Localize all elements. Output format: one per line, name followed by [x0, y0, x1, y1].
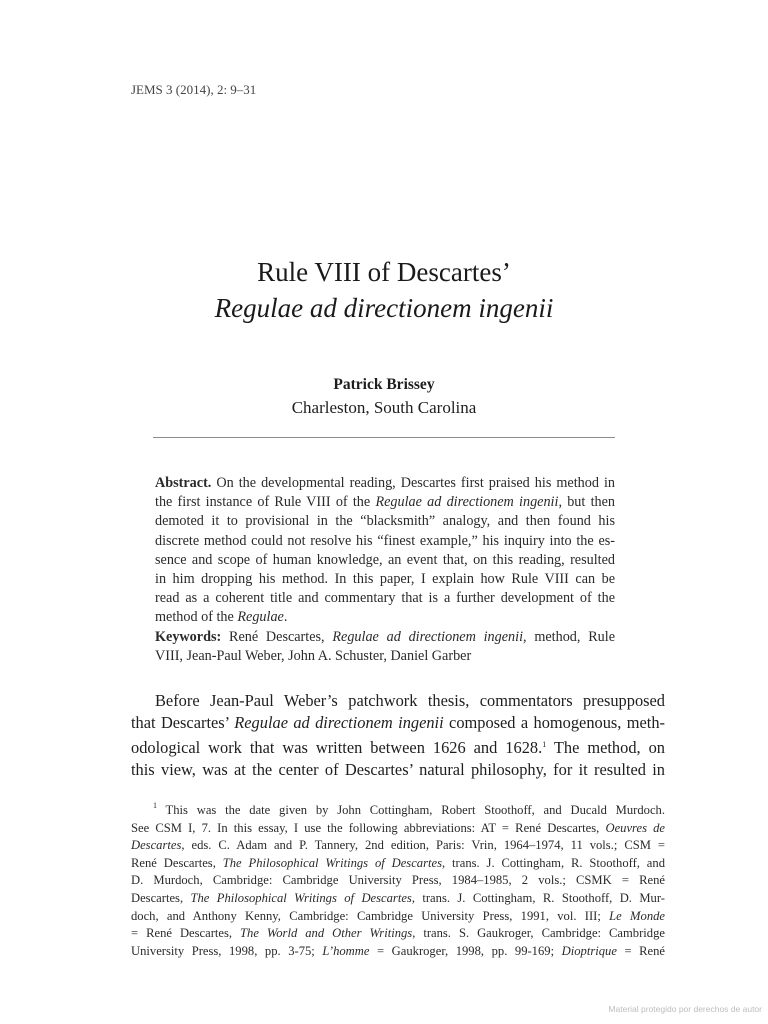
- title-divider: [153, 437, 615, 438]
- footnote-line: = René Descartes, The World and Other Writings, trans. S. Gaukroger, Cambridge: Cambridge: [131, 926, 665, 941]
- footnote-line: Descartes, eds. C. Adam and P. Tannery, 2nd edition, Paris: Vrin, 1964–1974, 11 vols.; CSM =: [131, 838, 665, 853]
- abstract-line: discrete method could not resolve his “finest example,” his inquiry into the es-: [155, 532, 615, 549]
- footnote: [131, 797, 665, 960]
- abstract-line: method of the Regulae.: [155, 609, 288, 626]
- keywords-line: Keywords: René Descartes, Regulae ad directionem ingenii, method, Rule: [155, 628, 616, 645]
- footnote-line: Descartes, The Philosophical Writings of Descartes, trans. J. Cottingham, R. Stoothoff, D. Mur-: [131, 890, 665, 905]
- abstract-line: Abstract. On the developmental reading, Descartes first praised his method in: [155, 475, 615, 491]
- abstract-label: Abstract.: [155, 475, 212, 491]
- body-line: Before Jean-Paul Weber’s patchwork thesis, commentators presupposed: [155, 691, 665, 710]
- abstract: [155, 474, 615, 666]
- footnote-line: D. Murdoch, Cambridge: Cambridge University Press, 1984–1985, 2 vols.; CSMK = René: [131, 873, 665, 888]
- footnote-line: See CSM I, 7. In this essay, I use the following abbreviations: AT = René Descartes, Oeuvres de: [131, 820, 665, 835]
- footnote-line: $^1$ This was the date given by John Cottingham, Robert Stoothoff, and Ducald Murdoch.: [153, 801, 665, 817]
- body-line: this view, was at the center of Descartes’ natural philosophy, for it resulted in: [131, 760, 665, 779]
- article-title: [0, 254, 768, 326]
- copyright-watermark: Material protegido por derechos de autor: [608, 1004, 762, 1014]
- author-block: [0, 374, 768, 420]
- footnote-marker: 1: [153, 801, 157, 810]
- body-line: that Descartes’ Regulae ad directionem ingenii composed a homogenous, meth-: [131, 713, 665, 732]
- abstract-line: the first instance of Rule VIII of the Regulae ad directionem ingenii, but then: [155, 494, 615, 511]
- footnote-line: doch, and Anthony Kenny, Cambridge: Cambridge University Press, 1991, vol. III; Le Monde: [131, 908, 665, 923]
- title-line-2: Regulae ad directionem ingenii: [214, 293, 554, 323]
- footnote-line: University Press, 1998, pp. 3-75; L’homme = Gaukroger, 1998, pp. 99-169; Dioptrique = René: [131, 943, 666, 958]
- keywords-line: VIII, Jean-Paul Weber, John A. Schuster, Daniel Garber: [155, 647, 472, 664]
- abstract-line: in him dropping his method. In this paper, I explain how Rule VIII can be: [155, 571, 615, 588]
- title-line-1: Rule VIII of Descartes’: [257, 257, 511, 287]
- abstract-line: demoted it to provisional in the “blacksmith” analogy, and then found his: [155, 513, 615, 530]
- keywords-label: Keywords:: [155, 628, 222, 645]
- body-paragraph: [131, 690, 665, 781]
- author-affiliation: Charleston, South Carolina: [291, 398, 477, 417]
- abstract-line: read as a coherent title and commentary that is a further development of the: [155, 590, 615, 607]
- body-line: odological work that was written between 1626 and 1628.$^1$ The method, on: [131, 738, 665, 757]
- journal-reference: JEMS 3 (2014), 2: 9–31: [131, 82, 257, 97]
- footnote-reference[interactable]: 1: [542, 740, 547, 749]
- footnote-line: René Descartes, The Philosophical Writings of Descartes, trans. J. Cottingham, R. Stoothoff, and: [131, 855, 665, 870]
- abstract-line: sence and scope of human knowledge, an event that, on this reading, resulted: [155, 551, 615, 568]
- author-name: Patrick Brissey: [333, 376, 435, 393]
